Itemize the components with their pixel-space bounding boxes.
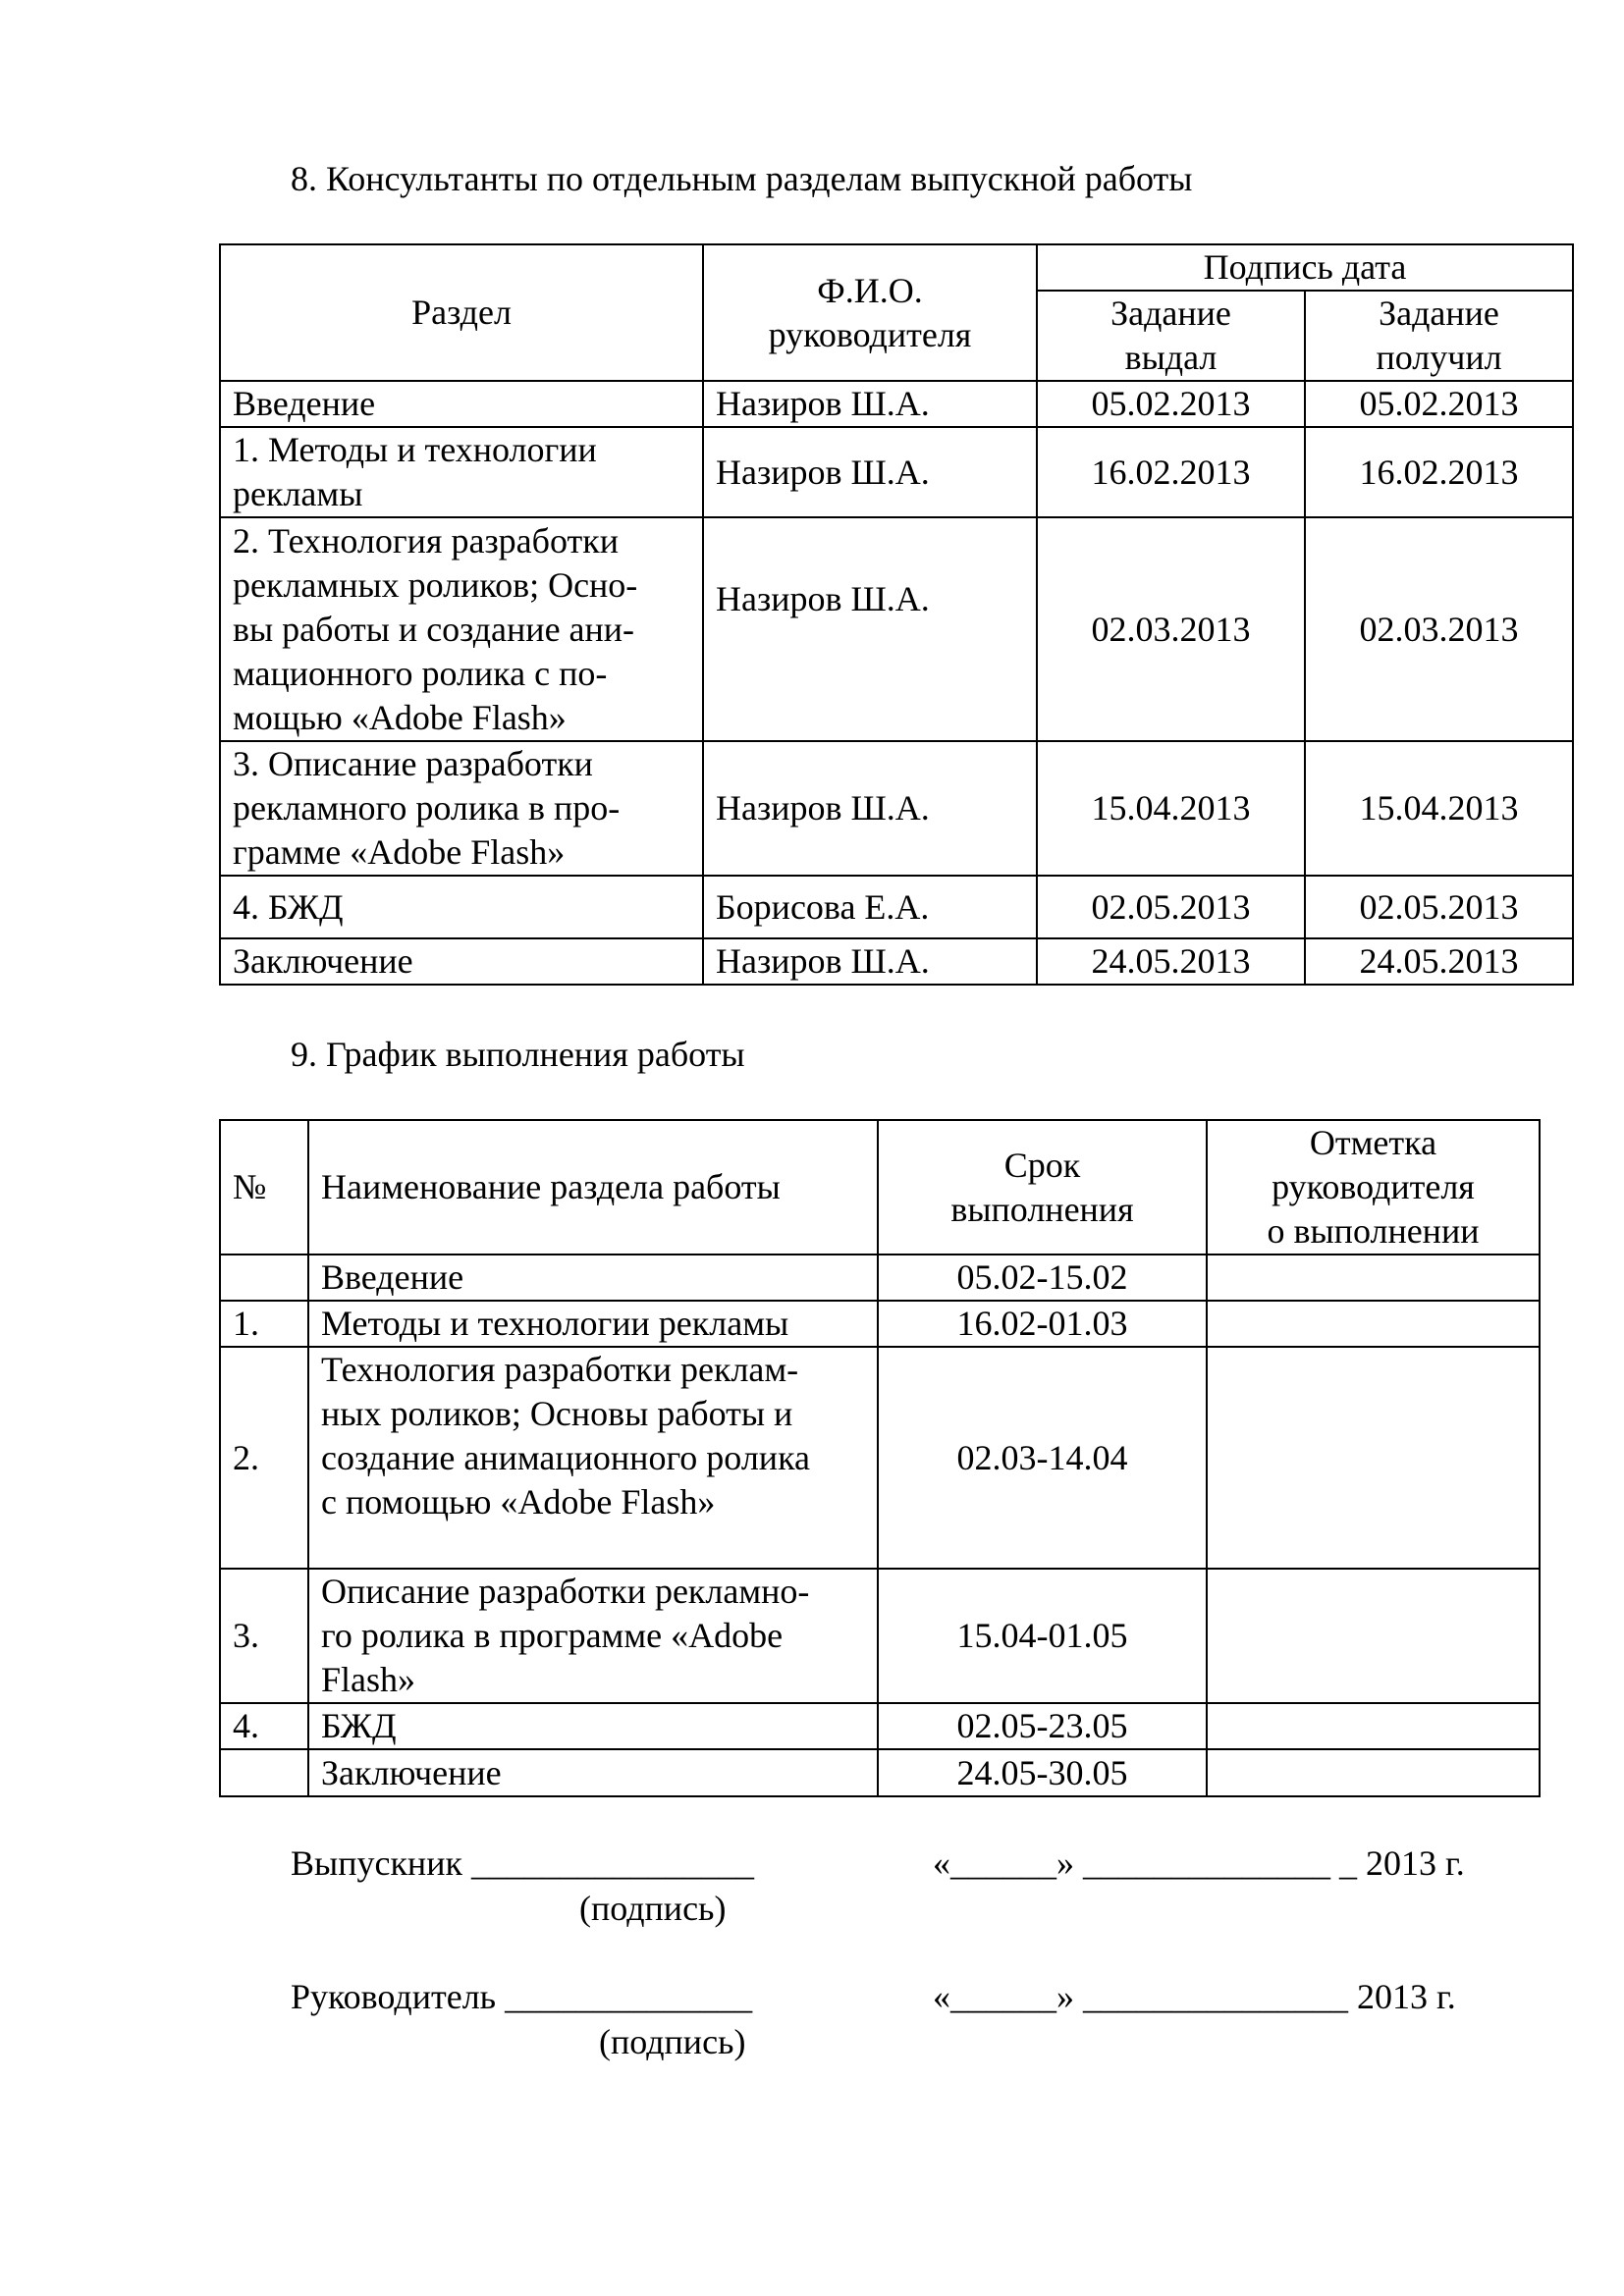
section-line: Заключение [233, 941, 413, 981]
mark-cell [1207, 1749, 1540, 1796]
section9-heading: 9. График выполнения работы [291, 1035, 745, 1074]
number-cell [220, 1255, 308, 1301]
col-header-mark [1207, 1120, 1540, 1255]
section-line: 3. Описание разработки [233, 744, 593, 783]
col-header-issued [1037, 291, 1305, 381]
col-header-deadline-line1: Срок [1003, 1145, 1081, 1185]
deadline-cell: 02.03-14.04 [878, 1347, 1207, 1569]
supervisor-signature-line: Руководитель ______________ [291, 1977, 753, 2016]
fio-cell: Назиров Ш.А. [703, 427, 1037, 517]
section-line: Введение [233, 384, 376, 423]
issued-date-cell: 16.02.2013 [1037, 427, 1305, 517]
col-header-name: Наименование раздела работы [308, 1120, 878, 1255]
work-name-line: Методы и технологии рекламы [321, 1304, 789, 1343]
supervisor-signature-caption: (подпись) [599, 2022, 746, 2061]
section-line: рекламы [233, 474, 363, 513]
work-name-line: ных роликов; Основы работы и [321, 1394, 793, 1433]
number-cell: 3. [220, 1569, 308, 1703]
col-header-mark-line1: Отметка [1309, 1123, 1437, 1162]
col-header-mark-line3: о выполнении [1267, 1211, 1480, 1251]
number-cell: 2. [220, 1347, 308, 1569]
table-row [220, 381, 1573, 427]
graduate-date-line: «______» ______________ _ 2013 г. [933, 1843, 1465, 1883]
issued-date-cell: 24.05.2013 [1037, 938, 1305, 985]
section-line: 1. Методы и технологии [233, 430, 597, 469]
received-date-cell: 16.02.2013 [1305, 427, 1573, 517]
table-row [220, 1255, 1540, 1301]
mark-cell [1207, 1569, 1540, 1703]
section-cell [220, 381, 703, 427]
number-cell: 4. [220, 1703, 308, 1749]
table-row [220, 1347, 1540, 1569]
issued-date-cell: 02.03.2013 [1037, 517, 1305, 741]
deadline-cell: 02.05-23.05 [878, 1703, 1207, 1749]
received-date-cell: 02.05.2013 [1305, 876, 1573, 938]
col-header-deadline [878, 1120, 1207, 1255]
work-name-line: БЖД [321, 1706, 397, 1745]
section-line: рекламного ролика в про- [233, 788, 621, 828]
section-cell [220, 741, 703, 876]
work-name-line: Flash» [321, 1660, 416, 1699]
col-header-received-line1: Задание [1379, 294, 1499, 333]
issued-date-cell: 05.02.2013 [1037, 381, 1305, 427]
col-header-signature-date: Подпись дата [1037, 244, 1573, 291]
work-name-line: создание анимационного ролика [321, 1438, 810, 1477]
received-date-cell: 02.03.2013 [1305, 517, 1573, 741]
consultants-table [219, 243, 1574, 986]
table-row [220, 1569, 1540, 1703]
col-header-fio-line2: руководителя [768, 314, 972, 354]
table-row [220, 1703, 1540, 1749]
number-cell [220, 1749, 308, 1796]
section-line: 2. Технология разработки [233, 520, 619, 561]
fio-cell: Назиров Ш.А. [703, 381, 1037, 427]
section8-heading: 8. Консультанты по отдельным разделам выпускной работы [291, 159, 1193, 198]
section-line: мощью «Adobe Flash» [233, 697, 567, 737]
supervisor-date-line: «______» _______________ 2013 г. [933, 1977, 1456, 2016]
section-line: 4. БЖД [233, 886, 344, 927]
fio-cell: Борисова Е.А. [703, 876, 1037, 938]
work-name-cell [308, 1255, 878, 1301]
col-header-issued-line2: выдал [1124, 338, 1218, 377]
col-header-number: № [220, 1120, 308, 1255]
number-cell: 1. [220, 1301, 308, 1347]
fio-cell: Назиров Ш.А. [703, 938, 1037, 985]
col-header-issued-line1: Задание [1110, 294, 1231, 333]
work-name-cell [308, 1703, 878, 1749]
work-name-line: Заключение [321, 1752, 502, 1792]
col-header-received [1305, 291, 1573, 381]
deadline-cell: 15.04-01.05 [878, 1569, 1207, 1703]
work-name-cell [308, 1301, 878, 1347]
mark-cell [1207, 1255, 1540, 1301]
table-row [220, 427, 1573, 517]
fio-cell: Назиров Ш.А. [703, 517, 1037, 741]
work-name-line: Введение [321, 1257, 464, 1297]
section-cell [220, 427, 703, 517]
col-header-received-line2: получил [1376, 338, 1502, 377]
col-header-deadline-line2: выполнения [950, 1189, 1134, 1229]
table-row [220, 938, 1573, 985]
issued-date-cell: 02.05.2013 [1037, 876, 1305, 938]
table-row [220, 741, 1573, 876]
section-cell [220, 938, 703, 985]
mark-cell [1207, 1301, 1540, 1347]
work-name-line: с помощью «Adobe Flash» [321, 1482, 716, 1522]
table-row [220, 1749, 1540, 1796]
schedule-table [219, 1119, 1541, 1797]
col-header-fio-line1: Ф.И.О. [817, 270, 923, 310]
deadline-cell: 16.02-01.03 [878, 1301, 1207, 1347]
col-header-section: Раздел [220, 244, 703, 381]
mark-cell [1207, 1703, 1540, 1749]
section-cell [220, 517, 703, 741]
received-date-cell: 05.02.2013 [1305, 381, 1573, 427]
section-cell [220, 876, 703, 938]
fio-cell: Назиров Ш.А. [703, 741, 1037, 876]
graduate-signature-caption: (подпись) [579, 1889, 727, 1928]
col-header-fio [703, 244, 1037, 381]
section-line: мационного ролика с по- [233, 653, 608, 693]
deadline-cell: 24.05-30.05 [878, 1749, 1207, 1796]
section-line: вы работы и создание ани- [233, 609, 635, 649]
work-name-line: Описание разработки рекламно- [321, 1572, 810, 1611]
section-line: рекламных роликов; Осно- [233, 564, 638, 605]
section-line: грамме «Adobe Flash» [233, 832, 566, 872]
work-name-line: Технология разработки реклам- [321, 1350, 799, 1389]
work-name-cell [308, 1749, 878, 1796]
table-row [220, 1301, 1540, 1347]
table-row [220, 517, 1573, 741]
deadline-cell: 05.02-15.02 [878, 1255, 1207, 1301]
work-name-line: го ролика в программе «Adobe [321, 1616, 784, 1655]
work-name-cell [308, 1569, 878, 1703]
graduate-signature-line: Выпускник ________________ [291, 1843, 754, 1883]
col-header-mark-line2: руководителя [1272, 1167, 1475, 1206]
mark-cell [1207, 1347, 1540, 1569]
received-date-cell: 15.04.2013 [1305, 741, 1573, 876]
received-date-cell: 24.05.2013 [1305, 938, 1573, 985]
table-row [220, 876, 1573, 938]
issued-date-cell: 15.04.2013 [1037, 741, 1305, 876]
work-name-cell [308, 1347, 878, 1569]
